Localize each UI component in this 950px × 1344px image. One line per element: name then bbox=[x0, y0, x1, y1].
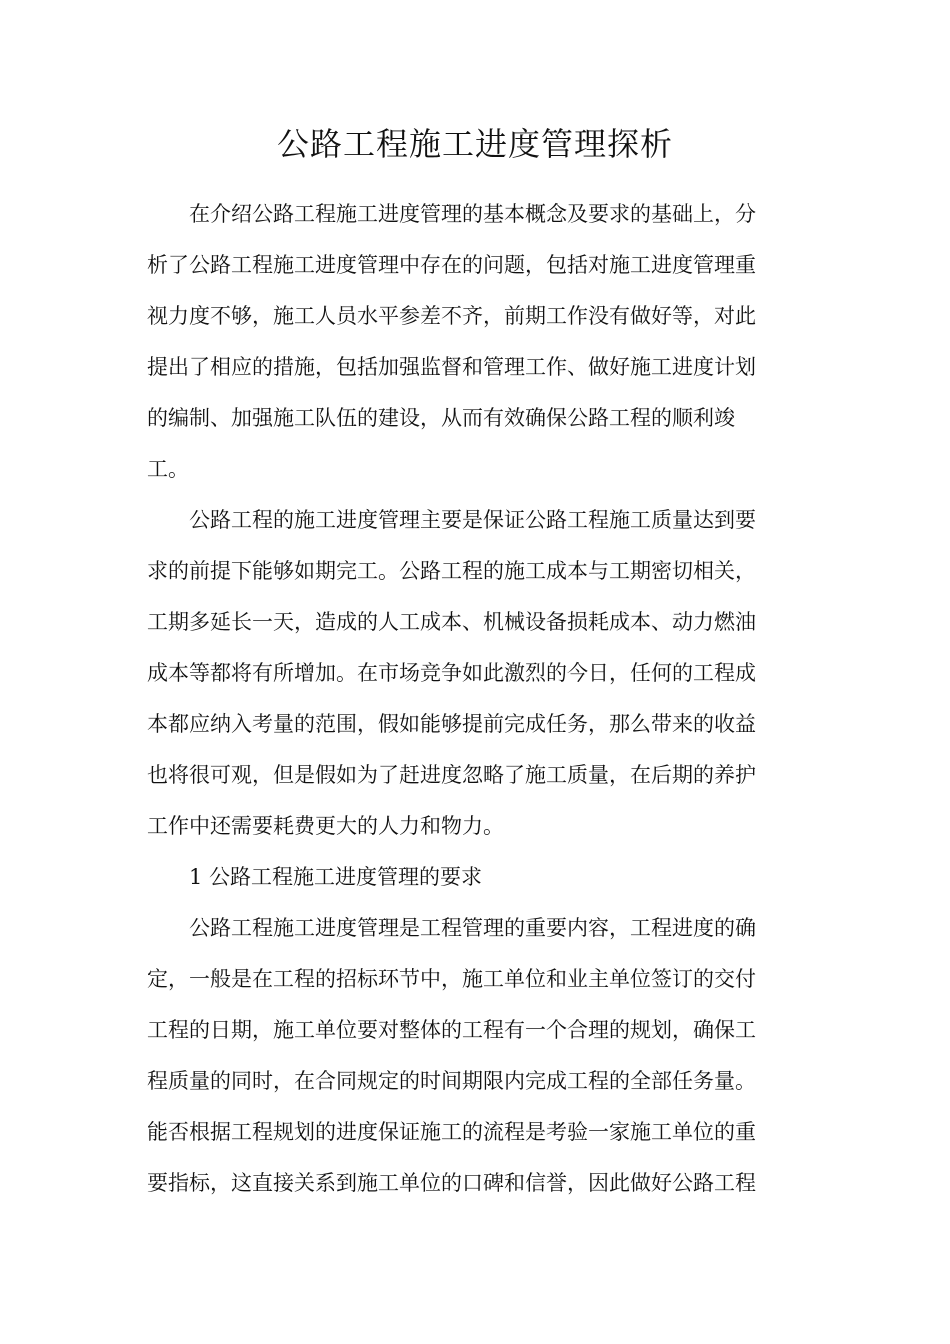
body-line: 工期多延长一天，造成的人工成本、机械设备损耗成本、动力燃油 bbox=[147, 610, 756, 634]
body-line: 也将很可观，但是假如为了赶进度忽略了施工质量，在后期的养护 bbox=[147, 763, 756, 787]
body-line: 本都应纳入考量的范围，假如能够提前完成任务，那么带来的收益 bbox=[147, 712, 756, 736]
body-line: 定，一般是在工程的招标环节中，施工单位和业主单位签订的交付 bbox=[147, 967, 756, 991]
body-line: 要指标，这直接关系到施工单位的口碑和信誉，因此做好公路工程 bbox=[147, 1171, 756, 1195]
body-line: 提出了相应的措施，包括加强监督和管理工作、做好施工进度计划 bbox=[147, 355, 756, 379]
body-line: 析了公路工程施工进度管理中存在的问题，包括对施工进度管理重 bbox=[147, 253, 756, 277]
body-line: 能否根据工程规划的进度保证施工的流程是考验一家施工单位的重 bbox=[147, 1120, 756, 1144]
body-line: 工作中还需要耗费更大的人力和物力。 bbox=[147, 814, 504, 838]
body-line: 工程的日期，施工单位要对整体的工程有一个合理的规划，确保工 bbox=[147, 1018, 756, 1042]
body-line: 公路工程的施工进度管理主要是保证公路工程施工质量达到要 bbox=[189, 508, 756, 532]
body-line: 视力度不够，施工人员水平参差不齐，前期工作没有做好等，对此 bbox=[147, 304, 756, 328]
body-line: 1 公路工程施工进度管理的要求 bbox=[189, 865, 483, 889]
body-line: 工。 bbox=[147, 457, 189, 481]
document-title: 公路工程施工进度管理探析 bbox=[276, 125, 673, 163]
body-line: 求的前提下能够如期完工。公路工程的施工成本与工期密切相关， bbox=[147, 559, 756, 583]
body-line: 公路工程施工进度管理是工程管理的重要内容，工程进度的确 bbox=[189, 916, 756, 940]
body-line: 程质量的同时，在合同规定的时间期限内完成工程的全部任务量。 bbox=[147, 1069, 756, 1093]
body-line: 的编制、加强施工队伍的建设，从而有效确保公路工程的顺利竣 bbox=[147, 406, 735, 430]
body-line: 成本等都将有所增加。在市场竞争如此激烈的今日，任何的工程成 bbox=[147, 661, 756, 685]
body-line: 在介绍公路工程施工进度管理的基本概念及要求的基础上，分 bbox=[189, 202, 756, 226]
document-body bbox=[147, 196, 799, 1216]
